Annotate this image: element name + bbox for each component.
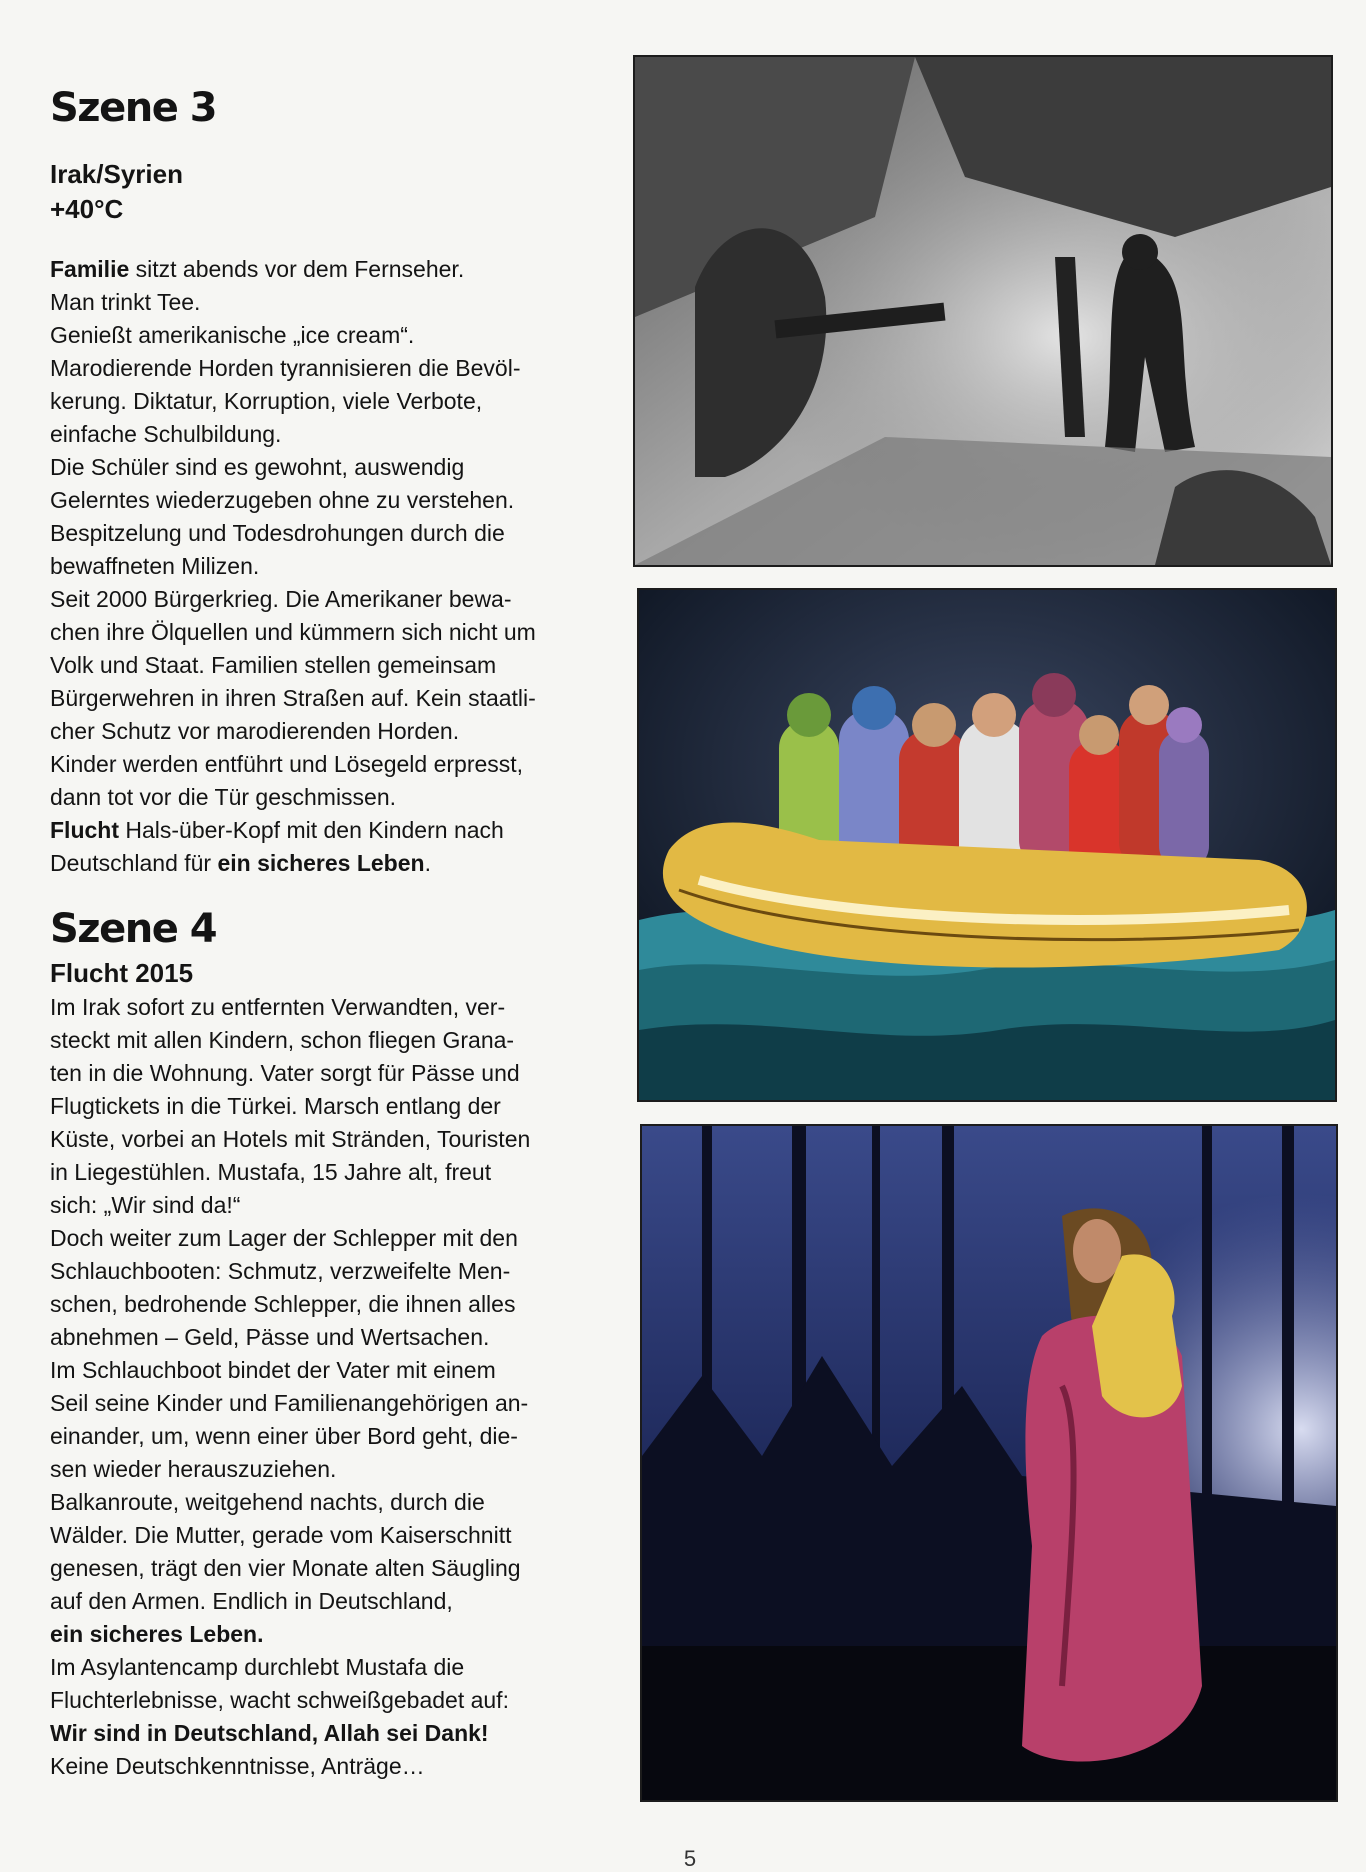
text-line: Kinder werden entführt und Lösegeld erpresst, <box>50 751 524 777</box>
text-line: chen ihre Ölquellen und kümmern sich nicht um <box>50 619 536 645</box>
text-line: Flugtickets in die Türkei. Marsch entlang der <box>50 1093 501 1119</box>
text-line: kerung. Diktatur, Korruption, viele Verbote, <box>50 388 483 414</box>
text-line: Flucht Hals-über-Kopf mit den Kindern nach <box>50 817 504 843</box>
bold-text: Wir sind in Deutschland, Allah sei Dank! <box>50 1720 489 1746</box>
text-line: auf den Armen. Endlich in Deutschland, <box>50 1588 453 1614</box>
page-number: 5 <box>683 1846 697 1871</box>
text-line: Balkanroute, weitgehend nachts, durch die <box>50 1489 485 1515</box>
scene3-subtitle <box>50 157 620 227</box>
text-line: steckt mit allen Kindern, schon fliegen Grana- <box>50 1027 515 1053</box>
scene3-subtitle-line: Irak/Syrien <box>50 159 183 189</box>
text-line: Bespitzelung und Todesdrohungen durch die <box>50 520 505 546</box>
text-line: Volk und Staat. Familien stellen gemeinsam <box>50 652 497 678</box>
scene4-title: Szene 4 <box>50 906 217 952</box>
text-line: Marodierende Horden tyrannisieren die Bevöl- <box>50 355 521 381</box>
illustration-panel-sketch <box>633 55 1333 567</box>
text-line: Familie sitzt abends vor dem Fernseher. <box>50 256 465 282</box>
illustration-panel-boat <box>637 588 1337 1102</box>
text-line: Genießt amerikanische „ice cream“. <box>50 322 415 348</box>
text-line: genesen, trägt den vier Monate alten Säugling <box>50 1555 521 1581</box>
text-line: Im Irak sofort zu entfernten Verwandten, ver- <box>50 994 506 1020</box>
bold-text: Flucht <box>50 817 119 843</box>
text-line: Seit 2000 Bürgerkrieg. Die Amerikaner bewa- <box>50 586 512 612</box>
mother-with-baby-icon <box>642 1126 1336 1800</box>
text-line: einander, um, wenn einer über Bord geht, die- <box>50 1423 518 1449</box>
text-line <box>50 1618 620 1651</box>
text-line: Gelerntes wiederzugeben ohne zu verstehen. <box>50 487 515 513</box>
text-line: in Liegestühlen. Mustafa, 15 Jahre alt, freut <box>50 1159 492 1185</box>
text-line: Im Schlauchboot bindet der Vater mit einem <box>50 1357 496 1383</box>
scene3-body <box>50 253 620 880</box>
text-line: Im Asylantencamp durchlebt Mustafa die <box>50 1654 465 1680</box>
text-line: Fluchterlebnisse, wacht schweißgebadet auf: <box>50 1687 509 1713</box>
text-line: Man trinkt Tee. <box>50 289 201 315</box>
text-line: abnehmen – Geld, Pässe und Wertsachen. <box>50 1324 490 1350</box>
text-line: einfache Schulbildung. <box>50 421 282 447</box>
text-line: Küste, vorbei an Hotels mit Stränden, Touristen <box>50 1126 531 1152</box>
text-line: sich: „Wir sind da!“ <box>50 1192 241 1218</box>
text-line: Keine Deutschkenntnisse, Anträge… <box>50 1753 425 1779</box>
text-line: cher Schutz vor marodierenden Horden. <box>50 718 460 744</box>
bold-text: ein sicheres Leben. <box>50 1621 264 1647</box>
scene3-title: Szene 3 <box>50 85 217 131</box>
text-line: dann tot vor die Tür geschmissen. <box>50 784 397 810</box>
text-line: sen wieder herauszuziehen. <box>50 1456 337 1482</box>
text-line: schen, bedrohende Schlepper, die ihnen alles <box>50 1291 516 1317</box>
refugee-boat-icon <box>639 590 1335 1100</box>
text-line <box>50 1717 620 1750</box>
text-line: Wälder. Die Mutter, gerade vom Kaiserschnitt <box>50 1522 512 1548</box>
scene4-body <box>50 991 620 1783</box>
text-line: Schlauchbooten: Schmutz, verzweifelte Men- <box>50 1258 511 1284</box>
text-column <box>50 85 620 1783</box>
bold-text: Familie <box>50 256 130 282</box>
text-line: Die Schüler sind es gewohnt, auswendig <box>50 454 465 480</box>
scene4-subtitle: Flucht 2015 <box>50 958 194 988</box>
text-line: Bürgerwehren in ihren Straßen auf. Kein staatli- <box>50 685 536 711</box>
sketch-scene-icon <box>635 57 1331 565</box>
scene3-subtitle-line: +40°C <box>50 194 124 224</box>
bold-text: ein sicheres Leben <box>217 850 425 876</box>
text-line: ten in die Wohnung. Vater sorgt für Pässe und <box>50 1060 520 1086</box>
illustration-panel-forest <box>640 1124 1338 1802</box>
text-line: Seil seine Kinder und Familienangehörigen an- <box>50 1390 529 1416</box>
text-line: bewaffneten Milizen. <box>50 553 260 579</box>
text-line: Doch weiter zum Lager der Schlepper mit den <box>50 1225 518 1251</box>
text-line: Deutschland für ein sicheres Leben. <box>50 850 431 876</box>
